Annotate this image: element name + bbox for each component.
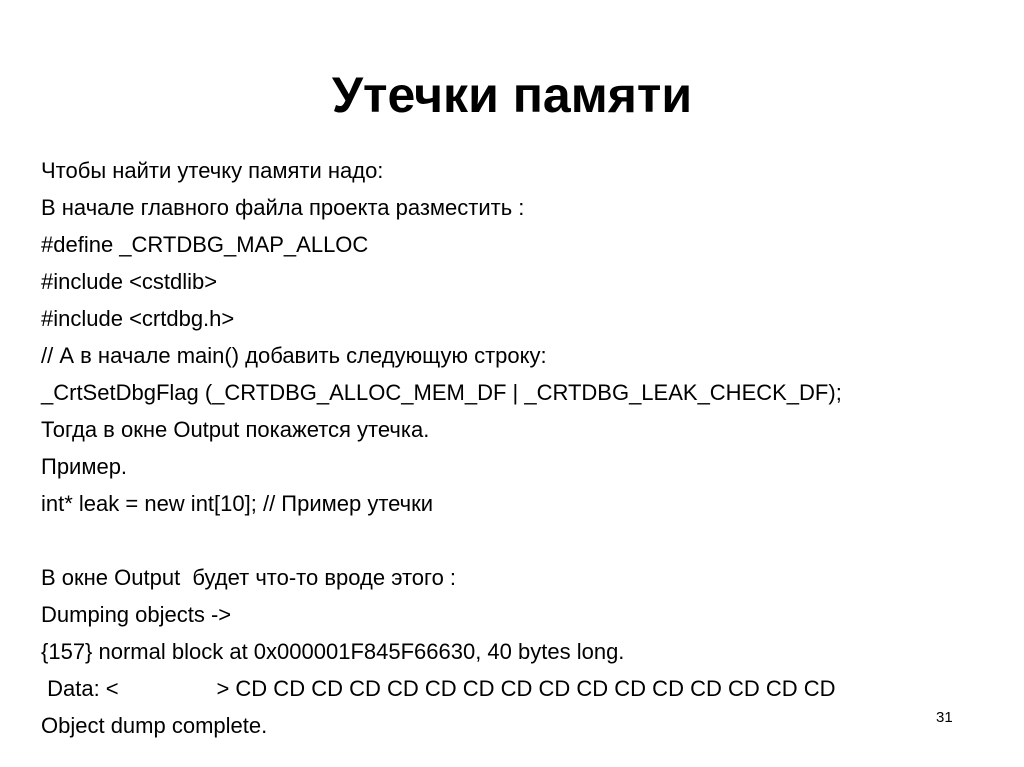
body-line-6: // А в начале main() добавить следующую строку: bbox=[41, 343, 547, 368]
body-line-14: {157} normal block at 0x000001F845F66630, 40 bytes long. bbox=[41, 639, 625, 664]
body-line-16: Object dump complete. bbox=[41, 713, 268, 738]
slide-number: 31 bbox=[936, 709, 953, 726]
body-line-1: Чтобы найти утечку памяти надо: bbox=[41, 158, 384, 183]
body-line-8: Тогда в окне Output покажется утечка. bbox=[41, 417, 430, 442]
body-line-15: Data: < > CD CD CD CD CD CD CD CD CD CD CD CD CD CD CD CD bbox=[41, 676, 836, 701]
body-line-4: #include <cstdlib> bbox=[41, 269, 218, 294]
body-line-9: Пример. bbox=[41, 454, 128, 479]
body-line-blank bbox=[41, 522, 1001, 559]
slide-body bbox=[41, 152, 1001, 744]
body-line-13: Dumping objects -> bbox=[41, 602, 232, 627]
body-line-10: int* leak = new int[10]; // Пример утечки bbox=[41, 491, 434, 516]
body-line-2: В начале главного файла проекта разместить : bbox=[41, 195, 525, 220]
slide-title: Утечки памяти bbox=[331, 67, 693, 123]
body-line-5: #include <crtdbg.h> bbox=[41, 306, 235, 331]
body-line-3: #define _CRTDBG_MAP_ALLOC bbox=[41, 232, 369, 257]
body-line-12: В окне Output будет что-то вроде этого : bbox=[41, 565, 457, 590]
body-line-7: _CrtSetDbgFlag (_CRTDBG_ALLOC_MEM_DF | _CRTDBG_LEAK_CHECK_DF); bbox=[41, 380, 842, 405]
